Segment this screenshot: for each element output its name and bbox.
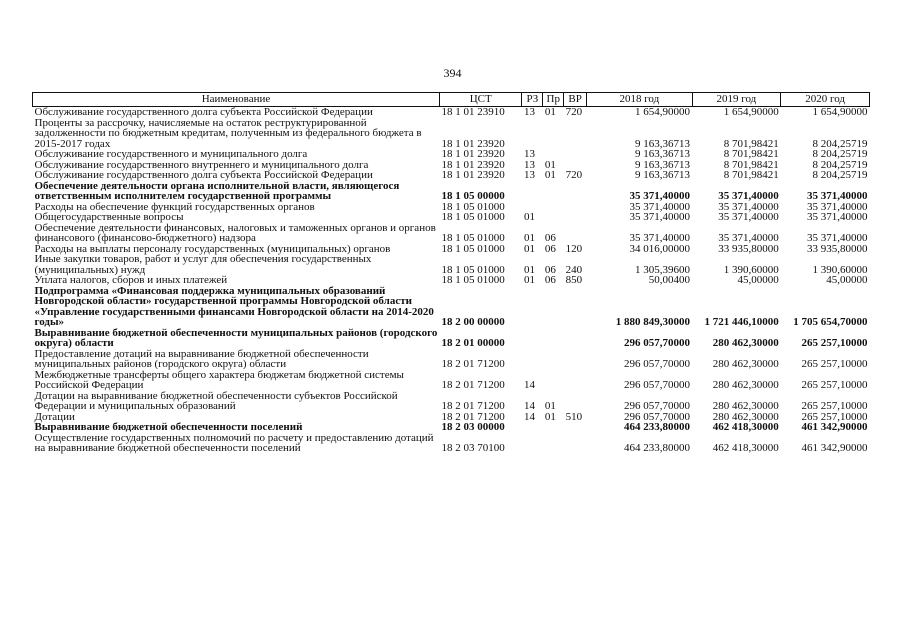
table-row bbox=[33, 107, 870, 118]
row-2019-cell: 8 701,98421 bbox=[723, 169, 779, 181]
table-row bbox=[33, 433, 870, 454]
row-cst-cell: 18 1 01 23920 bbox=[441, 169, 505, 181]
row-pr-cell bbox=[543, 212, 564, 223]
row-2018-cell: 35 371,40000 bbox=[629, 200, 691, 213]
row-rz-cell: 13 bbox=[523, 148, 535, 160]
row-2019-cell: 35 371,40000 bbox=[718, 190, 779, 202]
row-2018-cell: 9 163,36713 bbox=[635, 158, 691, 171]
row-2020-cell: 33 935,80000 bbox=[807, 242, 868, 255]
row-vr-cell bbox=[564, 422, 587, 433]
row-cst-cell: 18 1 05 01000 bbox=[441, 263, 505, 276]
row-rz-cell bbox=[522, 349, 543, 370]
row-cst-cell: 18 2 01 71200 bbox=[441, 379, 505, 391]
table-row bbox=[33, 254, 870, 275]
row-2018-cell: 464 233,80000 bbox=[624, 421, 691, 433]
row-name-cell: Обслуживание государственного долга субъекта Российской Федерации bbox=[34, 106, 373, 118]
row-rz-cell: 01 bbox=[523, 242, 535, 255]
table-row bbox=[33, 149, 870, 160]
table-row bbox=[33, 422, 870, 433]
row-2020-cell: 265 257,10000 bbox=[801, 337, 868, 349]
row-vr-cell bbox=[564, 391, 587, 412]
row-name-cell: Проценты за рассрочку, начисляемые на остаток реструктурированной задолженности по бюджетным кредитам, полученным из федерального бюджета в 2015-2017 годах bbox=[34, 116, 422, 150]
row-2019-cell: 280 462,30000 bbox=[712, 410, 779, 423]
row-2020-cell: 35 371,40000 bbox=[807, 190, 868, 202]
row-2020-cell: 35 371,40000 bbox=[807, 232, 868, 244]
table-header bbox=[33, 93, 870, 107]
row-2018-cell: 296 057,70000 bbox=[624, 400, 691, 412]
row-2018-cell: 296 057,70000 bbox=[624, 358, 691, 370]
row-cst-cell: 18 1 05 01000 bbox=[441, 242, 505, 255]
table-row bbox=[33, 181, 870, 202]
row-name-cell: Дотации на выравнивание бюджетной обеспеченности субъектов Российской Федерации и муниципальных образований bbox=[34, 389, 398, 412]
budget-table bbox=[32, 92, 870, 454]
row-pr-cell: 06 bbox=[544, 232, 556, 244]
row-2019-cell: 35 371,40000 bbox=[718, 232, 779, 244]
row-2020-cell: 265 257,10000 bbox=[801, 410, 868, 423]
row-pr-cell: 01 bbox=[544, 158, 556, 171]
row-name-cell: Иные закупки товаров, работ и услуг для обеспечения государственных (муниципальных) нужд bbox=[34, 253, 372, 276]
row-vr-cell: 120 bbox=[565, 242, 583, 255]
row-name-cell: Обслуживание государственного внутреннего и муниципального долга bbox=[34, 158, 369, 171]
row-name-cell: Обеспечение деятельности финансовых, налоговых и таможенных органов и органов финансового (финансово-бюджетного) надзора bbox=[34, 221, 436, 244]
row-pr-cell: 01 bbox=[544, 410, 556, 423]
row-rz-cell bbox=[522, 328, 543, 349]
row-rz-cell: 01 bbox=[523, 211, 535, 223]
row-2020-cell: 8 204,25719 bbox=[812, 137, 868, 150]
header-pr: Пр bbox=[543, 93, 564, 107]
row-name-cell: Общегосударственные вопросы bbox=[34, 211, 184, 223]
row-2020-cell: 461 342,90000 bbox=[801, 421, 868, 433]
row-2018-cell: 1 880 849,30000 bbox=[615, 316, 691, 328]
row-2018-cell: 9 163,36713 bbox=[635, 137, 691, 150]
row-pr-cell bbox=[543, 286, 564, 328]
row-name-cell: Уплата налогов, сборов и иных платежей bbox=[34, 274, 228, 286]
row-cst-cell: 18 1 01 23920 bbox=[441, 158, 505, 171]
row-cst-cell: 18 1 05 01000 bbox=[441, 274, 505, 286]
row-pr-cell bbox=[543, 149, 564, 160]
table-row bbox=[33, 275, 870, 286]
row-rz-cell: 01 bbox=[523, 274, 535, 286]
row-cst-cell: 18 1 05 01000 bbox=[441, 232, 505, 244]
row-name-cell: Выравнивание бюджетной обеспеченности поселений bbox=[34, 421, 303, 433]
row-pr-cell: 06 bbox=[544, 242, 556, 255]
row-cst-cell: 18 1 01 23920 bbox=[441, 148, 505, 160]
row-vr-cell bbox=[564, 181, 587, 202]
row-name-cell: Предоставление дотаций на выравнивание бюджетной обеспеченности муниципальных районов (городского округа) области bbox=[34, 347, 369, 370]
row-2019-cell: 33 935,80000 bbox=[718, 242, 779, 255]
row-vr-cell: 720 bbox=[565, 169, 583, 181]
row-2019-cell: 280 462,30000 bbox=[712, 358, 779, 370]
row-vr-cell bbox=[564, 223, 587, 244]
row-2020-cell: 8 204,25719 bbox=[812, 158, 868, 171]
row-pr-cell: 01 bbox=[544, 400, 556, 412]
row-cst-cell: 18 2 01 71200 bbox=[441, 400, 505, 412]
row-2020-cell: 265 257,10000 bbox=[801, 400, 868, 412]
row-2020-cell: 1 390,60000 bbox=[812, 263, 868, 276]
row-2020-cell: 265 257,10000 bbox=[801, 358, 868, 370]
header-2018: 2018 год bbox=[587, 93, 692, 107]
row-2020-cell: 1 705 654,70000 bbox=[793, 316, 868, 328]
row-2018-cell: 9 163,36713 bbox=[635, 148, 691, 160]
row-vr-cell bbox=[564, 149, 587, 160]
row-2018-cell: 464 233,80000 bbox=[624, 442, 691, 454]
row-rz-cell: 01 bbox=[523, 263, 535, 276]
row-cst-cell: 18 2 01 00000 bbox=[441, 337, 505, 349]
row-cst-cell: 18 2 03 70100 bbox=[441, 442, 505, 454]
row-cst-cell: 18 2 01 71200 bbox=[441, 410, 505, 423]
row-2020-cell: 8 204,25719 bbox=[812, 148, 868, 160]
row-vr-cell: 720 bbox=[565, 106, 583, 118]
row-2019-cell: 35 371,40000 bbox=[718, 200, 779, 213]
row-name-cell: Расходы на обеспечение функций государственных органов bbox=[34, 200, 315, 213]
table-row bbox=[33, 328, 870, 349]
row-cst-cell: 18 2 03 00000 bbox=[441, 421, 505, 433]
row-2018-cell: 35 371,40000 bbox=[629, 190, 691, 202]
table-row bbox=[33, 223, 870, 244]
table-row bbox=[33, 391, 870, 412]
row-2019-cell: 8 701,98421 bbox=[723, 137, 779, 150]
row-name-cell: Осуществление государственных полномочий по расчету и предоставлению дотаций на выравнивание бюджетной обеспеченности поселений bbox=[34, 431, 434, 454]
header-name: Наименование bbox=[33, 93, 440, 107]
row-2018-cell: 1 654,90000 bbox=[635, 106, 691, 118]
row-rz-cell bbox=[522, 181, 543, 202]
row-2019-cell: 1 654,90000 bbox=[723, 106, 779, 118]
row-cst-cell: 18 2 01 71200 bbox=[441, 358, 505, 370]
row-2018-cell: 9 163,36713 bbox=[635, 169, 691, 181]
row-2019-cell: 280 462,30000 bbox=[712, 379, 779, 391]
header-cst: ЦСТ bbox=[440, 93, 522, 107]
header-row bbox=[33, 93, 870, 107]
row-2019-cell: 45,00000 bbox=[737, 274, 779, 286]
row-rz-cell: 13 bbox=[523, 169, 535, 181]
table-row bbox=[33, 349, 870, 370]
row-name-cell: Выравнивание бюджетной обеспеченности муниципальных районов (городского округа) области bbox=[34, 326, 438, 349]
table-row bbox=[33, 118, 870, 150]
row-2019-cell: 280 462,30000 bbox=[712, 337, 779, 349]
row-pr-cell: 01 bbox=[544, 106, 556, 118]
row-rz-cell: 13 bbox=[523, 106, 535, 118]
row-rz-cell bbox=[522, 422, 543, 433]
row-vr-cell bbox=[564, 328, 587, 349]
row-name-cell: Обслуживание государственного долга субъекта Российской Федерации bbox=[34, 169, 373, 181]
row-2020-cell: 45,00000 bbox=[826, 274, 868, 286]
row-2019-cell: 8 701,98421 bbox=[723, 158, 779, 171]
header-vr: ВР bbox=[564, 93, 587, 107]
row-2019-cell: 1 721 446,10000 bbox=[704, 316, 779, 328]
page-number: 394 bbox=[443, 66, 462, 80]
row-pr-cell: 01 bbox=[544, 169, 556, 181]
row-rz-cell: 13 bbox=[523, 158, 535, 171]
row-rz-cell bbox=[522, 433, 543, 454]
row-vr-cell bbox=[564, 349, 587, 370]
row-cst-cell: 18 1 01 23920 bbox=[441, 137, 505, 150]
header-2020: 2020 год bbox=[781, 93, 870, 107]
row-vr-cell bbox=[564, 433, 587, 454]
row-pr-cell bbox=[543, 328, 564, 349]
row-2020-cell: 35 371,40000 bbox=[807, 200, 868, 213]
row-2018-cell: 1 305,39600 bbox=[635, 263, 691, 276]
row-pr-cell bbox=[543, 202, 564, 213]
row-2019-cell: 462 418,30000 bbox=[712, 421, 779, 433]
row-vr-cell: 850 bbox=[565, 274, 583, 286]
row-2019-cell: 35 371,40000 bbox=[718, 211, 779, 223]
row-2019-cell: 8 701,98421 bbox=[723, 148, 779, 160]
row-name-cell: Расходы на выплаты персоналу государственных (муниципальных) органов bbox=[34, 242, 391, 255]
row-vr-cell bbox=[564, 202, 587, 213]
row-cst-cell: 18 1 05 00000 bbox=[441, 190, 505, 202]
row-rz-cell: 14 bbox=[523, 400, 535, 412]
row-2019-cell: 280 462,30000 bbox=[712, 400, 779, 412]
row-2018-cell: 296 057,70000 bbox=[624, 379, 691, 391]
table-row bbox=[33, 286, 870, 328]
row-vr-cell bbox=[564, 370, 587, 391]
row-name-cell: Дотации bbox=[34, 410, 75, 423]
row-2020-cell: 1 654,90000 bbox=[812, 106, 868, 118]
row-name-cell: Межбюджетные трансферты общего характера бюджетам бюджетной системы Российской Федерации bbox=[34, 368, 404, 391]
row-name-cell: Обслуживание государственного и муниципального долга bbox=[34, 148, 308, 160]
row-pr-cell bbox=[543, 370, 564, 391]
row-pr-cell bbox=[543, 181, 564, 202]
row-rz-cell: 01 bbox=[523, 232, 535, 244]
row-pr-cell: 06 bbox=[544, 263, 556, 276]
header-2019: 2019 год bbox=[692, 93, 781, 107]
row-rz-cell: 14 bbox=[523, 410, 535, 423]
row-vr-cell bbox=[564, 286, 587, 328]
row-rz-cell bbox=[522, 118, 543, 150]
row-pr-cell: 06 bbox=[544, 274, 556, 286]
row-vr-cell bbox=[564, 118, 587, 150]
row-2018-cell: 296 057,70000 bbox=[624, 337, 691, 349]
row-cst-cell: 18 2 00 00000 bbox=[441, 316, 505, 328]
row-vr-cell: 240 bbox=[565, 263, 583, 276]
row-cst-cell: 18 1 05 01000 bbox=[441, 200, 505, 213]
row-pr-cell bbox=[543, 422, 564, 433]
row-rz-cell bbox=[522, 286, 543, 328]
row-cst-cell: 18 1 05 01000 bbox=[441, 211, 505, 223]
row-2018-cell: 35 371,40000 bbox=[629, 232, 691, 244]
table-body bbox=[33, 107, 870, 454]
row-2020-cell: 265 257,10000 bbox=[801, 379, 868, 391]
row-2018-cell: 34 016,00000 bbox=[629, 242, 691, 255]
row-pr-cell bbox=[543, 433, 564, 454]
row-vr-cell bbox=[564, 212, 587, 223]
row-pr-cell bbox=[543, 349, 564, 370]
row-2019-cell: 462 418,30000 bbox=[712, 442, 779, 454]
row-rz-cell: 14 bbox=[523, 379, 535, 391]
table-row bbox=[33, 370, 870, 391]
row-2018-cell: 35 371,40000 bbox=[629, 211, 691, 223]
header-rz: РЗ bbox=[522, 93, 543, 107]
row-2020-cell: 461 342,90000 bbox=[801, 442, 868, 454]
row-2020-cell: 8 204,25719 bbox=[812, 169, 868, 181]
row-2018-cell: 50,00400 bbox=[648, 274, 691, 286]
row-2018-cell: 296 057,70000 bbox=[624, 410, 691, 423]
table-row bbox=[33, 212, 870, 223]
row-cst-cell: 18 1 01 23910 bbox=[441, 106, 505, 118]
row-vr-cell: 510 bbox=[565, 410, 583, 423]
row-name-cell: Обеспечение деятельности органа исполнительной власти, являющегося ответственным исполнителем государственной программы bbox=[34, 179, 400, 202]
row-name-cell: Подпрограмма «Финансовая поддержка муниципальных образований Новгородской области» государственной программы Новгородской области «Управление государственными финансами Новгородской области на 2014-2020 годы» bbox=[34, 284, 434, 328]
table-row bbox=[33, 170, 870, 181]
row-2019-cell: 1 390,60000 bbox=[723, 263, 779, 276]
row-pr-cell bbox=[543, 118, 564, 150]
row-2020-cell: 35 371,40000 bbox=[807, 211, 868, 223]
